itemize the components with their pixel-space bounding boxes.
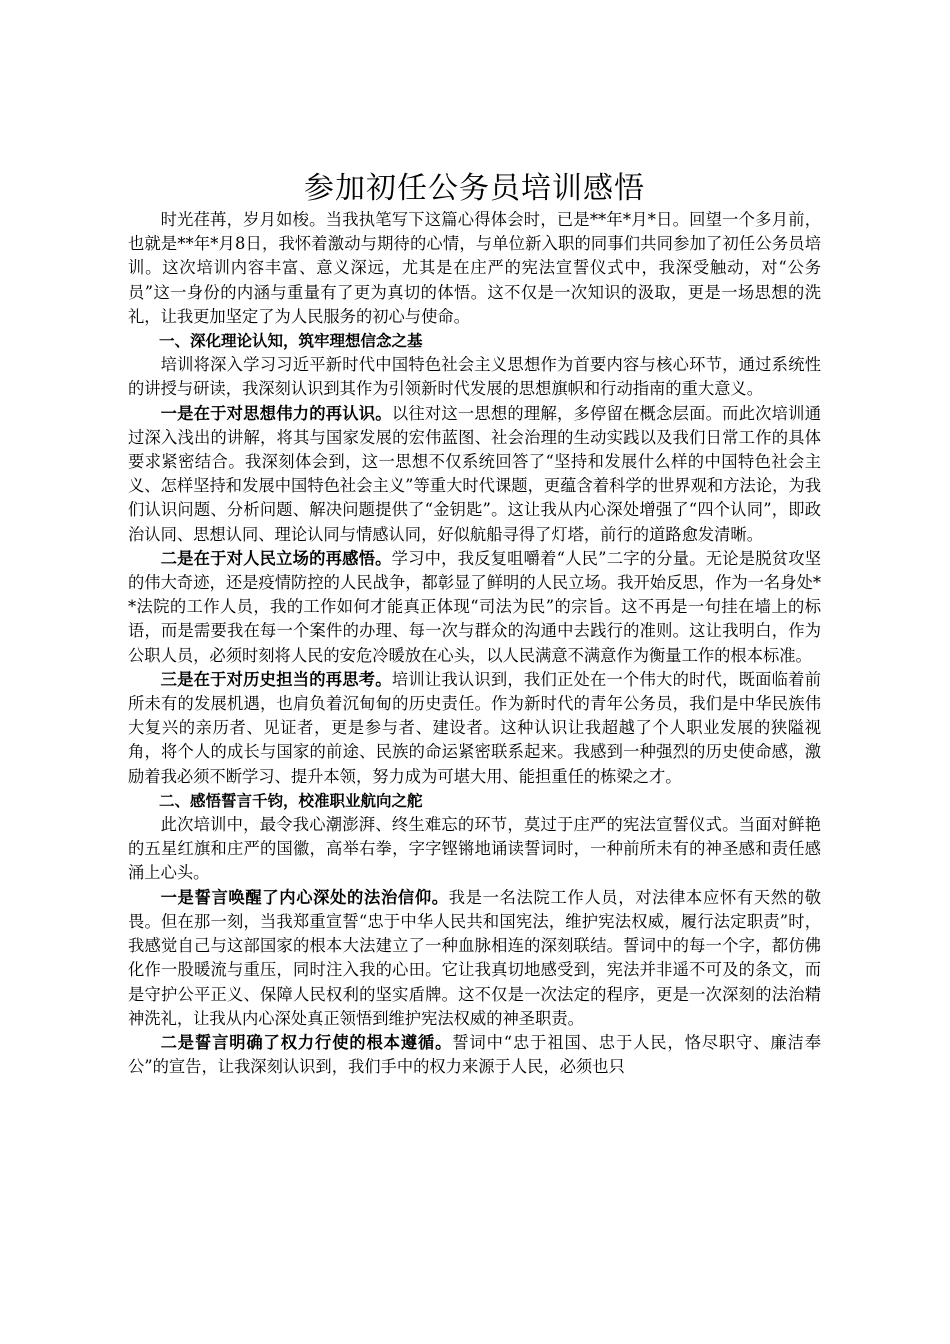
section-1-point-1-text: 以往对这一思想的理解，多停留在概念层面。而此次培训通过深入浅出的讲解，将其与国家发展的宏伟蓝图、社会治理的生动实践以及我们日常工作的具体要求紧密结合。我深刻体会到，这一思想不仅系统回答了“坚持和发展什么样的中国特色社会主义、怎样坚持和发展中国特色社会主义”等重大时代课题，更蕴含着科学的世界观和方法论，为我们认识问题、分析问题、解决问题提供了“金钥匙”。这让我从内心深处增强了“四个认同”，即政治认同、思想认同、理论认同与情感认同，好似航船寻得了灯塔，前行的道路愈发清晰。 xyxy=(128,403,821,544)
section-2-point-2-paragraph xyxy=(128,1031,821,1079)
section-1-point-2-text: 学习中，我反复咀嚼着“人民”二字的分量。无论是脱贫攻坚的伟大奇迹，还是疫情防控的人民战争，都彰显了鲜明的人民立场。我开始反思，作为一名身处**法院的工作人员，我的工作如何才能真正体现“司法为民”的宗旨。这不再是一句挂在墙上的标语，而是需要我在每一个案件的办理、每一次与群众的沟通中去践行的准则。这让我明白，作为公职人员，必须时刻将人民的安危冷暖放在心头，以人民满意不满意作为衡量工作的根本标准。 xyxy=(128,548,821,665)
section-1-point-3-lead: 三是在于对历史担当的再思考。 xyxy=(160,669,392,689)
document-body xyxy=(128,170,821,1079)
section-2-point-1-text: 我是一名法院工作人员，对法律本应怀有天然的敬畏。但在那一刻，当我郑重宣誓“忠于中华人民共和国宪法，维护宪法权威，履行法定职责”时，我感觉自己与这部国家的根本大法建立了一种血脉相连的深刻联结。誓词中的每一个字，都仿佛化作一股暖流与重压，同时注入我的心田。它让我真切地感受到，宪法并非遥不可及的条文，而是守护公平正义、保障人民权利的坚实盾牌。这不仅是一次法定的程序，更是一次深刻的法治精神洗礼，让我从内心深处真正领悟到维护宪法权威的神圣职责。 xyxy=(128,887,821,1028)
section-1-intro-paragraph: 培训将深入学习习近平新时代中国特色社会主义思想作为首要内容与核心环节，通过系统性的讲授与研读，我深刻认识到其作为引领新时代发展的思想旗帜和行动指南的重大意义。 xyxy=(128,355,821,399)
section-1-heading: 一、深化理论认知，筑牢理想信念之基 xyxy=(159,332,423,351)
intro-paragraph: 时光荏苒，岁月如梭。当我执笔写下这篇心得体会时，已是**年*月*日。回望一个多月前，也就是**年*月8日，我怀着激动与期待的心情，与单位新入职的同事们共同参加了初任公务员培训。这次培训内容丰富、意义深远，尤其是在庄严的宪法宣誓仪式中，我深受触动，对“公务员”这一身份的内涵与重量有了更为真切的体悟。这不仅是一次知识的汲取，更是一场思想的洗礼，让我更加坚定了为人民服务的初心与使命。 xyxy=(128,210,821,326)
section-2-intro-paragraph: 此次培训中，最令我心潮澎湃、终生难忘的环节，莫过于庄严的宪法宣誓仪式。当面对鲜艳的五星红旗和庄严的国徽，高举右拳，字字铿锵地诵读誓词时，一种前所未有的神圣感和责任感涌上心头。 xyxy=(128,815,821,883)
section-1-point-1-lead: 一是在于对思想伟力的再认识。 xyxy=(160,403,392,423)
section-2-point-1-paragraph xyxy=(128,886,821,1031)
section-2-point-2-lead: 二是誓言明确了权力行使的根本遵循。 xyxy=(160,1032,453,1052)
section-1-point-3-paragraph xyxy=(128,668,821,789)
section-2-heading: 二、感悟誓言千钧，校准职业航向之舵 xyxy=(159,791,423,810)
document-title: 参加初任公务员培训感悟 xyxy=(304,171,645,206)
section-1-point-2-lead: 二是在于对人民立场的再感悟。 xyxy=(160,548,392,568)
section-1-point-2-paragraph xyxy=(128,547,821,668)
section-2-point-2-text: 誓词中“忠于祖国、忠于人民，恪尽职守、廉洁奉公”的宣告，让我深刻认识到，我们手中的权力来源于人民，必须也只 xyxy=(128,1032,821,1077)
section-2-point-1-lead: 一是誓言唤醒了内心深处的法治信仰。 xyxy=(160,887,449,907)
section-1-point-1-paragraph xyxy=(128,402,821,547)
section-1-point-3-text: 培训让我认识到，我们正处在一个伟大的时代，既面临着前所未有的发展机遇，也肩负着沉甸甸的历史责任。作为新时代的青年公务员，我们是中华民族伟大复兴的亲历者、见证者，更是参与者、建设者。这种认识让我超越了个人职业发展的狭隘视角，将个人的成长与国家的前途、民族的命运紧密联系起来。我感到一种强烈的历史使命感，激励着我必须不断学习、提升本领，努力成为可堪大用、能担重任的栋梁之才。 xyxy=(128,669,821,786)
